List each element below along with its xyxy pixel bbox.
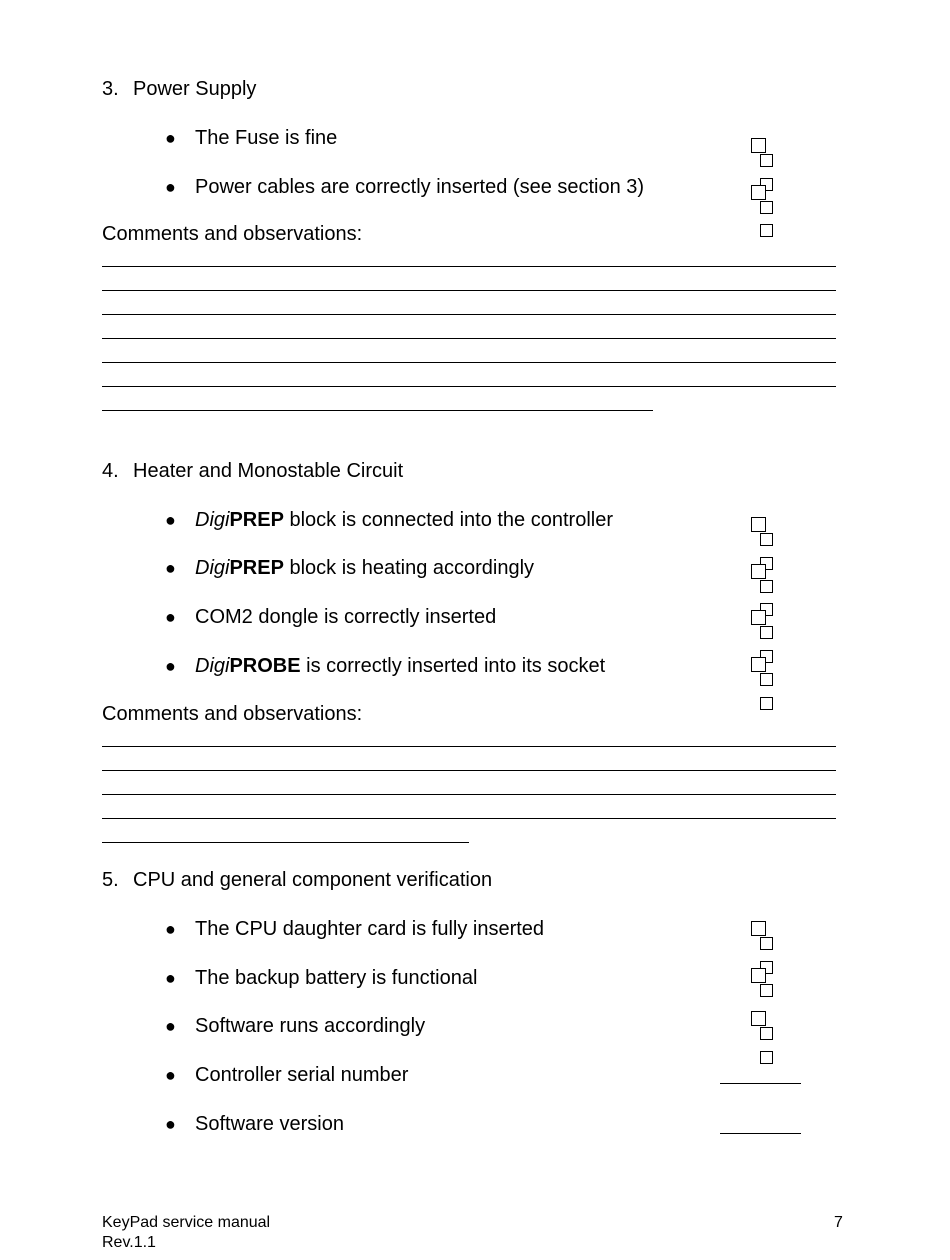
comment-line (102, 266, 836, 267)
section-5-heading (102, 868, 492, 892)
bullet-icon: ● (165, 607, 176, 627)
list-item (165, 1063, 409, 1087)
checkbox[interactable] (751, 517, 766, 532)
checkbox[interactable] (751, 657, 766, 672)
checkbox[interactable] (751, 1011, 766, 1026)
list-item (165, 605, 497, 629)
list-item-text: block is heating accordingly (283, 557, 535, 579)
checkbox[interactable] (751, 564, 766, 579)
list-item-text: The backup battery is functional (195, 967, 478, 989)
checkbox[interactable] (760, 937, 773, 950)
list-item-text: The Fuse is fine (195, 127, 338, 149)
footer-revision: Rev.1.1 (102, 1234, 156, 1251)
serial-number-field[interactable] (720, 1083, 801, 1084)
checkbox[interactable] (751, 138, 766, 153)
list-item (165, 126, 338, 150)
checkbox[interactable] (760, 580, 773, 593)
bullet-icon: ● (165, 919, 176, 939)
checkbox[interactable] (760, 1027, 773, 1040)
comment-line (102, 386, 836, 387)
checkbox[interactable] (751, 610, 766, 625)
brand-prefix-italic: Digi (195, 557, 230, 579)
bullet-icon: ● (165, 558, 176, 578)
list-item (165, 175, 645, 199)
brand-prefix-italic: Digi (195, 655, 230, 677)
footer-manual-title: KeyPad service manual (102, 1214, 271, 1231)
checkbox[interactable] (760, 224, 773, 237)
checkbox[interactable] (751, 968, 766, 983)
list-item-text: Software version (195, 1113, 344, 1135)
checkbox[interactable] (760, 673, 773, 686)
bullet-icon: ● (165, 1114, 176, 1134)
checkbox[interactable] (760, 984, 773, 997)
section-4-title: Heater and Monostable Circuit (133, 460, 404, 482)
list-item (165, 966, 478, 990)
list-item-text: Controller serial number (195, 1064, 409, 1086)
section-4-number: 4. (102, 460, 119, 482)
checkbox[interactable] (760, 533, 773, 546)
bullet-icon: ● (165, 656, 176, 676)
section-3-number: 3. (102, 78, 119, 100)
comment-line (102, 770, 836, 771)
software-version-field[interactable] (720, 1133, 801, 1134)
comment-line (102, 842, 469, 843)
list-item-text: The CPU daughter card is fully inserted (195, 918, 545, 940)
bullet-icon: ● (165, 128, 176, 148)
checkbox[interactable] (760, 697, 773, 710)
brand-prefix-bold: PREP (229, 557, 284, 579)
bullet-icon: ● (165, 510, 176, 530)
brand-prefix-bold: PREP (229, 509, 284, 531)
comment-line (102, 818, 836, 819)
checkbox[interactable] (751, 921, 766, 936)
comment-line (102, 290, 836, 291)
bullet-icon: ● (165, 968, 176, 988)
list-item-text: block is connected into the controller (283, 509, 613, 531)
comment-line (102, 314, 836, 315)
comment-line (102, 746, 836, 747)
page-number: 7 (834, 1214, 843, 1231)
bullet-icon: ● (165, 177, 176, 197)
list-item (165, 654, 606, 678)
checkbox[interactable] (760, 201, 773, 214)
section-4-heading (102, 459, 403, 483)
comment-line (102, 410, 653, 411)
section-3-heading (102, 77, 256, 101)
brand-prefix-bold: PROBE (229, 655, 301, 677)
list-item (165, 1014, 426, 1038)
list-item-text: is correctly inserted into its socket (300, 655, 606, 677)
comments-label: Comments and observations: (102, 223, 363, 245)
comments-label: Comments and observations: (102, 703, 363, 725)
checkbox[interactable] (760, 626, 773, 639)
comment-line (102, 338, 836, 339)
section-5-number: 5. (102, 869, 119, 891)
brand-prefix-italic: Digi (195, 509, 230, 531)
list-item (165, 1112, 344, 1136)
checkbox[interactable] (760, 154, 773, 167)
comment-line (102, 794, 836, 795)
section-3-title: Power Supply (133, 78, 257, 100)
bullet-icon: ● (165, 1016, 176, 1036)
list-item (165, 556, 535, 580)
list-item-text: Power cables are correctly inserted (see section 3) (195, 176, 645, 198)
comment-line (102, 362, 836, 363)
list-item-text: COM2 dongle is correctly inserted (195, 606, 497, 628)
section-5-title: CPU and general component verification (133, 869, 493, 891)
list-item (165, 508, 613, 532)
bullet-icon: ● (165, 1065, 176, 1085)
list-item-text: Software runs accordingly (195, 1015, 426, 1037)
checkbox[interactable] (760, 1051, 773, 1064)
checkbox[interactable] (751, 185, 766, 200)
list-item (165, 917, 545, 941)
